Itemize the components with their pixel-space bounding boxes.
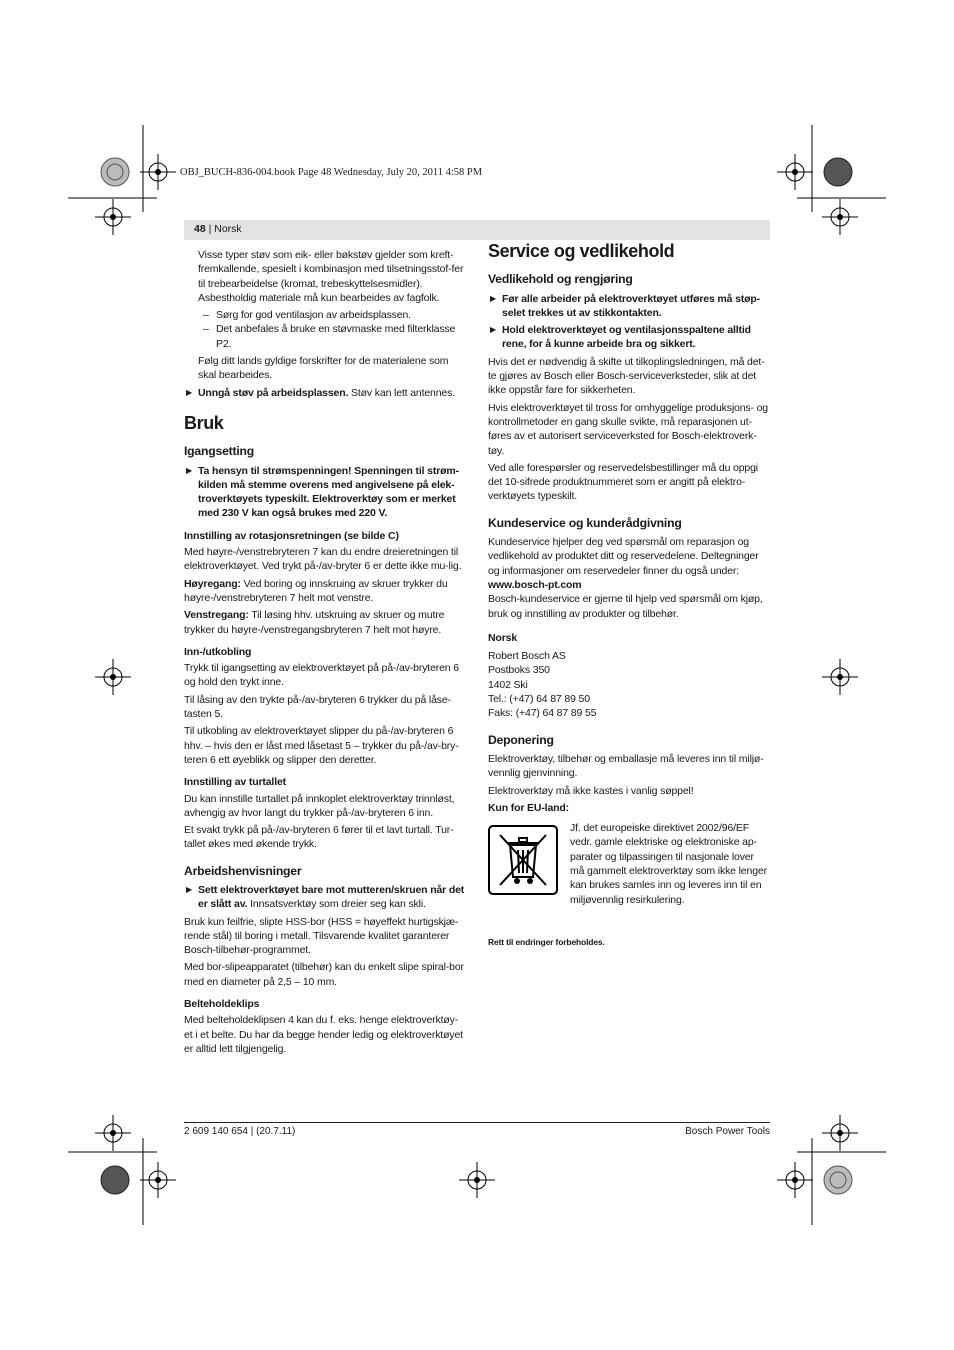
address-line: Postboks 350: [488, 664, 550, 677]
right-rotation-paragraph: [184, 577, 466, 606]
header-language: Norsk: [214, 223, 242, 235]
bullet-arrow-icon: ▶: [490, 293, 497, 303]
dash-item: – Sørg for god ventilasjon av arbeidsplassen.: [203, 309, 411, 322]
label: Venstregang:: [184, 609, 249, 622]
heading-work-instructions: Arbeidshenvisninger: [184, 863, 302, 878]
speed-paragraph-1: Du kan innstille turtallet på innkoplet elektroverktøy trinnløst, avhengig av hvor langt du trykker på-/av-bryteren 6 inn.: [184, 792, 455, 819]
bullet-bold: Unngå støv på arbeidsplassen.: [198, 386, 349, 399]
disposal-paragraph-2: Elektroverktøy må ikke kastes i vanlig søppel!: [488, 784, 694, 797]
page-header: [184, 220, 770, 240]
address-line: 1402 Ski: [488, 678, 528, 691]
off-paragraph: Til utkobling av elektroverktøyet slipper du på-/av-bryteren 6 hhv. – hvis den er låst med låsetast 5 – trykker du på-/av-bry-teren 6 ett øyeblikk og slipper den deretter.: [184, 725, 459, 766]
page-label: [194, 223, 242, 235]
fax-line: Faks: (+47) 64 87 89 55: [488, 707, 597, 720]
heading-belt-clip: Belteholdeklips: [184, 998, 260, 1011]
left-column: [184, 248, 466, 1059]
customer-paragraph: Kundeservice hjelper deg ved spørsmål om reparasjon og vedlikehold av produktet ditt og reservedelene. Deltegninger og informasjoner om reservedeler finner du også under:: [488, 536, 759, 577]
text: Til løsing hhv. utskruing av skruer og mutre trykker du høyre-/venstregangsbryteren 7 helt mot høyre.: [184, 609, 445, 636]
parts-paragraph: Ved alle forespørsler og reservedelsbestillinger må du oppgi det 10-sifrede produktnummeret som er angitt på elektro-verktøyets typeskilt.: [488, 461, 758, 503]
speed-paragraph-2: Et svakt trykk på på-/av-bryteren 6 fører til et lavt turtall. Tur-tallet økes med økende trykk.: [184, 824, 454, 851]
print-slug: OBJ_BUCH-836-004.book Page 48 Wednesday, July 20, 2011 4:58 PM: [180, 167, 483, 178]
bullet-arrow-icon: ▶: [490, 325, 497, 335]
bullet-bold: Før alle arbeider på elektroverktøyet utføres må støp-selet trekkes ut av stikkontakten.: [502, 292, 760, 319]
footer-brand: Bosch Power Tools: [685, 1126, 770, 1137]
bullet-arrow-icon: ▶: [186, 387, 193, 397]
crossed-bin-icon: [488, 825, 558, 895]
bullet-arrow-icon: ▶: [186, 884, 193, 894]
bullet-item: [184, 464, 466, 521]
grinder-paragraph: Med bor-slipeapparatet (tilbehør) kan du enkelt slipe spiral-bor med en diameter på 2,5 – 10 mm.: [184, 961, 464, 988]
on-paragraph: Trykk til igangsetting av elektroverktøyet på på-/av-bryteren 6 og hold den trykt inne.: [184, 662, 459, 689]
left-rotation-paragraph: [184, 608, 466, 637]
page-number: 48: [194, 223, 206, 235]
website-link[interactable]: www.bosch-pt.com: [488, 578, 582, 591]
repair-paragraph: Hvis elektroverktøyet til tross for omhyggelige produksjons- og kontrollmetoder en gang skulle svikte, må reparasjonen ut-føres av et autorisert serviceverksted for Bosch-elektroverk-tøy.: [488, 401, 768, 457]
dust-paragraph: Visse typer støv som eik- eller bøkstøv gjelder som kreft-fremkallende, spesielt i kombinasjon med tilsetningsstof-fer til trebearbeidelse (kromat, trebeskyttelsesmidler). Asbestholdig materiale må kun bearbeides av fagfolk.: [198, 249, 464, 304]
bullet-bold: Sett elektroverktøyet bare mot mutteren/skruen når det er slått av.: [198, 883, 465, 911]
belt-clip-paragraph: Med belteholdeklipsen 4 kan du f. eks. henge elektroverktøy-et i et belte. Du har da begge hender ledig og elektroverktøyet er alltid lett tilgjengelig.: [184, 1014, 463, 1055]
changes-note: Rett til endringer forbeholdes.: [488, 936, 605, 947]
heading-igangsetting: Igangsetting: [184, 444, 255, 459]
regulations-paragraph: Følg ditt lands gyldige forskrifter for de materialene som skal bearbeides.: [198, 355, 449, 382]
heading-norsk: Norsk: [488, 631, 518, 644]
bullet-bold: Ta hensyn til strømspenningen! Spenningen til strøm-kilden må stemme overens med angivelsene på elek-troverktøyets typeskilt. Elektroverktøy som er merket med 230 V kan også brukes med 220 V.: [198, 464, 459, 520]
phone-line: Tel.: (+47) 64 87 89 50: [488, 693, 590, 706]
heading-maintenance: Vedlikehold og rengjøring: [488, 272, 633, 287]
heading-rotation: Innstilling av rotasjonsretningen (se bilde C): [184, 529, 399, 542]
text: Ved boring og innskruing av skruer trykker du høyre-/venstrebryteren 7 helt mot venstre.: [184, 577, 448, 604]
section-title-bruk: Bruk: [184, 412, 224, 433]
bullet-item: [184, 386, 466, 400]
eu-block: [488, 821, 770, 907]
bullet-item: [488, 292, 770, 321]
bullet-item: [488, 323, 770, 352]
bullet-bold: Hold elektroverktøyet og ventilasjonsspaltene alltid rene, for å kunne arbeide bra og sikkert.: [502, 324, 751, 351]
bullet-text: Innsatsverktøy som dreier seg kan skli.: [247, 898, 426, 911]
footer-doc-number: 2 609 140 654 | (20.7.11): [184, 1126, 296, 1137]
label: Høyregang:: [184, 577, 241, 590]
rotation-paragraph: Med høyre-/venstrebryteren 7 kan du endre dreieretningen til elektroverktøyet. Ved trykt på-/av-bryter 6 er dette ikke mu-lig.: [184, 546, 462, 573]
dash-text: Sørg for god ventilasjon av arbeidsplassen.: [216, 309, 411, 322]
right-column: [488, 241, 770, 949]
dash-item: – Det anbefales å bruke en støvmaske med filterklasse P2.: [203, 323, 456, 350]
cord-paragraph: Hvis det er nødvendig å skifte ut tilkoplingsledningen, må det-te gjøres av Bosch eller Bosch-serviceverksteder, slik at det ikke oppstår fare for sikkerheten.: [488, 355, 765, 397]
bullet-text: Støv kan lett antennes.: [348, 386, 455, 399]
heading-on-off: Inn-/utkobling: [184, 645, 252, 658]
section-title-service: Service og vedlikehold: [488, 241, 675, 261]
heading-disposal: Deponering: [488, 732, 554, 747]
dash-text: Det anbefales å bruke en støvmaske med filterklasse P2.: [216, 323, 456, 350]
disposal-paragraph: Elektroverktøy, tilbehør og emballasje må leveres inn til miljø-vennlig gjenvinning.: [488, 752, 764, 780]
header-separator: |: [205, 223, 215, 235]
bullet-arrow-icon: ▶: [186, 465, 193, 475]
heading-eu: Kun for EU-land:: [488, 801, 570, 814]
lock-paragraph: Til låsing av den trykte på-/av-bryteren 6 trykker du på låse-tasten 5.: [184, 693, 451, 721]
eu-directive-text: Jf. det europeiske direktivet 2002/96/EF vedr. gamle elektriske og elektroniske ap-parater og tilpassingen til nasjonale lover må gammelt elektroverktøy som ikke lenger kan brukes samles inn og leveres inn til en miljøvennlig resirkulering.: [570, 822, 767, 906]
heading-customer-service: Kundeservice og kunderådgivning: [488, 515, 682, 530]
bullet-item: [184, 883, 466, 912]
hss-paragraph: Bruk kun feilfrie, slipte HSS-bor (HSS = høyeffekt hurtigskjæ-rende stål) til boring i metall. Tilsvarende kvalitet garanterer Bosch-tilbehør-programmet.: [184, 915, 459, 957]
heading-speed: Innstilling av turtallet: [184, 776, 286, 789]
customer-paragraph-2: Bosch-kundeservice er gjerne til hjelp ved spørsmål om kjøp, bruk og innstilling av produkter og tilbehør.: [488, 593, 763, 620]
address-line: Robert Bosch AS: [488, 650, 566, 663]
address-block: [488, 649, 770, 720]
footer-rule: [184, 1122, 770, 1123]
